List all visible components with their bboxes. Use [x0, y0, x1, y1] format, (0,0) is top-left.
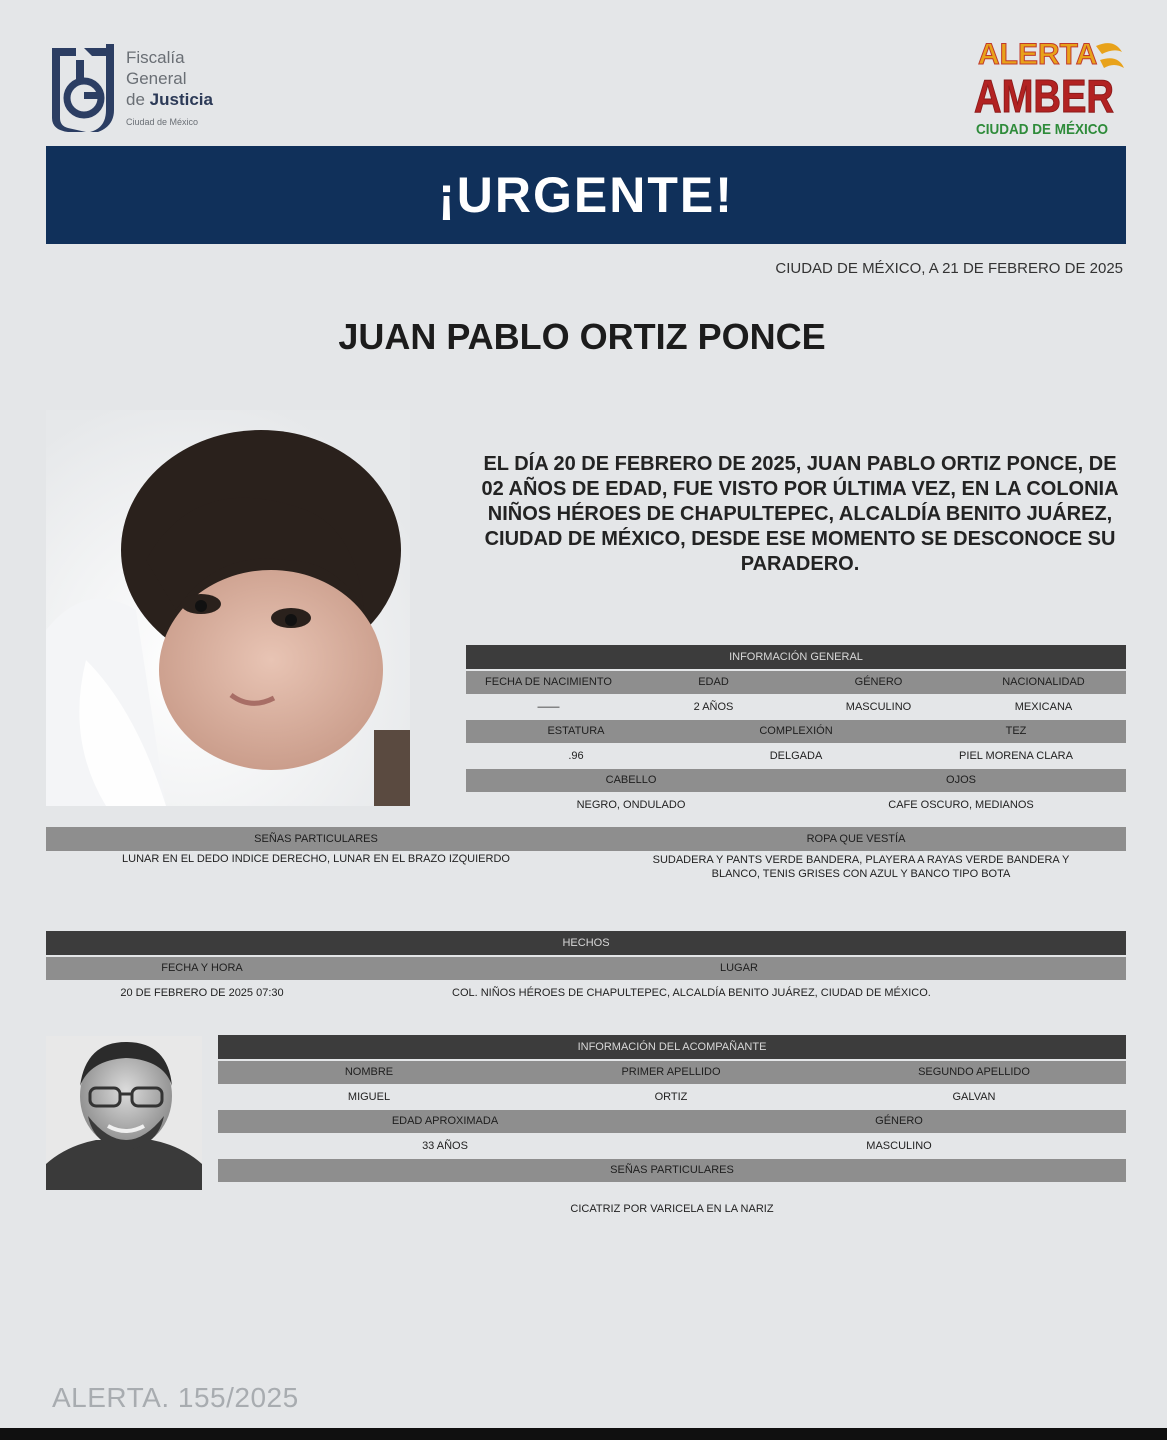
header-distinguishing-marks: SEÑAS PARTICULARES [254, 833, 378, 845]
person-name-text: JUAN PABLO ORTIZ PONCE [338, 316, 826, 357]
value-second-surname: GALVAN [952, 1091, 996, 1103]
svg-text:CIUDAD DE MÉXICO: CIUDAD DE MÉXICO [976, 121, 1109, 138]
value-clothing [606, 853, 1116, 881]
svg-text:ALERTA: ALERTA [978, 38, 1098, 71]
facts-header-row [46, 957, 1126, 980]
facts-value-row [46, 980, 1126, 1006]
value-first-surname: ORTIZ [654, 1091, 688, 1103]
particulars-section [46, 827, 1126, 891]
companion-header-row-1 [218, 1061, 1126, 1084]
person-name [0, 316, 1167, 358]
urgent-banner [46, 146, 1126, 244]
header-companion-gender: GÉNERO [875, 1115, 923, 1127]
header-age: EDAD [698, 676, 729, 688]
header-nationality: NACIONALIDAD [1002, 676, 1085, 688]
header-clothing: ROPA QUE VESTÍA [806, 833, 906, 845]
general-info-title: INFORMACIÓN GENERAL [466, 645, 1126, 669]
value-distinguishing-marks: LUNAR EN EL DEDO INDICE DERECHO, LUNAR EN EL BRAZO IZQUIERDO [122, 853, 510, 865]
value-first-name: MIGUEL [347, 1091, 391, 1103]
general-info-header-row-2 [466, 720, 1126, 743]
general-info-value-row-2 [466, 743, 1126, 769]
header-birth-date: FECHA DE NACIMIENTO [485, 676, 612, 688]
alert-number: ALERTA. 155/2025 [52, 1382, 299, 1413]
value-date-time: 20 DE FEBRERO DE 2025 07:30 [120, 987, 284, 999]
header-companion-marks: SEÑAS PARTICULARES [610, 1164, 734, 1176]
header-first-name: NOMBRE [344, 1066, 394, 1078]
value-place: COL. NIÑOS HÉROES DE CHAPULTEPEC, ALCALDÍA BENITO JUÁREZ, CIUDAD DE MÉXICO. [452, 987, 931, 999]
companion-value-row-2 [218, 1133, 1126, 1159]
alerta-amber-logo [968, 34, 1128, 140]
header-hair: CABELLO [605, 774, 657, 786]
header-approx-age: EDAD APROXIMADA [391, 1115, 499, 1127]
header-place: LUGAR [720, 962, 758, 974]
header-first-surname: PRIMER APELLIDO [621, 1066, 721, 1078]
general-info-value-row-3 [466, 792, 1126, 818]
companion-marks-header [218, 1159, 1126, 1182]
value-nationality: MEXICANA [1014, 701, 1073, 713]
date-line: CIUDAD DE MÉXICO, A 21 DE FEBRERO DE 2025 [775, 260, 1123, 277]
urgent-title: ¡URGENTE! [438, 167, 734, 223]
companion-value-row-1 [218, 1084, 1126, 1110]
fgj-line3 [126, 89, 213, 110]
svg-text:AMBER: AMBER [974, 70, 1114, 122]
value-clothing-line2: BLANCO, TENIS GRISES CON AZUL Y BANCO TIPO BOTA [711, 868, 1011, 880]
general-info-table [466, 645, 1126, 818]
fgj-line1: Fiscalía [126, 48, 185, 67]
facts-table [46, 931, 1126, 1006]
fgj-line2: General [126, 69, 187, 88]
value-gender: MASCULINO [845, 701, 912, 713]
value-companion-marks: CICATRIZ POR VARICELA EN LA NARIZ [570, 1203, 774, 1215]
general-info-header-row-1 [466, 671, 1126, 694]
value-complexion: PIEL MORENA CLARA [959, 750, 1073, 762]
fgj-line3-prefix: de [126, 90, 145, 109]
header-build: COMPLEXIÓN [759, 725, 833, 737]
header-complexion: TEZ [1005, 725, 1027, 737]
fgj-org-name [126, 47, 213, 128]
value-eyes: CAFE OSCURO, MEDIANOS [888, 799, 1034, 811]
child-photo [46, 410, 410, 806]
companion-header-row-2 [218, 1110, 1126, 1133]
companion-marks-value-row [218, 1196, 1126, 1222]
value-age: 2 AÑOS [693, 701, 734, 713]
particulars-value-row [46, 851, 1126, 891]
header-second-surname: SEGUNDO APELLIDO [918, 1066, 1030, 1078]
case-description: EL DÍA 20 DE FEBRERO DE 2025, JUAN PABLO ORTIZ PONCE, DE 02 AÑOS DE EDAD, FUE VISTO POR ÚLTIMA VEZ, EN LA COLONIA NIÑOS HÉROES DE CHAPULTEPEC, ALCALDÍA BENITO JUÁREZ, CIUDAD DE MÉXICO, DESDE ESE MOMENTO SE DESCONOCE SU PARADERO. [481, 453, 1119, 575]
general-info-header-row-3 [466, 769, 1126, 792]
value-build: DELGADA [769, 750, 823, 762]
fgj-line3-bold: Justicia [149, 90, 213, 109]
bottom-strip [0, 1428, 1167, 1440]
value-approx-age: 33 AÑOS [422, 1140, 468, 1152]
value-clothing-line1: SUDADERA Y PANTS VERDE BANDERA, PLAYERA A RAYAS VERDE BANDERA Y [652, 854, 1070, 866]
particulars-header-row [46, 827, 1126, 851]
companion-title: INFORMACIÓN DEL ACOMPAÑANTE [218, 1035, 1126, 1059]
general-info-value-row-1 [466, 694, 1126, 720]
header-eyes: OJOS [946, 774, 976, 786]
companion-table [218, 1035, 1126, 1222]
header-date-time: FECHA Y HORA [161, 962, 243, 974]
value-height: .96 [568, 750, 584, 762]
header-height: ESTATURA [547, 725, 605, 737]
fgj-subtitle: Ciudad de México [126, 117, 199, 127]
header-gender: GÉNERO [854, 676, 903, 688]
value-hair: NEGRO, ONDULADO [576, 799, 686, 811]
value-companion-gender: MASCULINO [866, 1140, 932, 1152]
value-birth-date: —— [537, 701, 560, 713]
fgj-logo-icon [46, 40, 118, 136]
facts-title: HECHOS [46, 931, 1126, 955]
companion-photo [46, 1036, 202, 1190]
